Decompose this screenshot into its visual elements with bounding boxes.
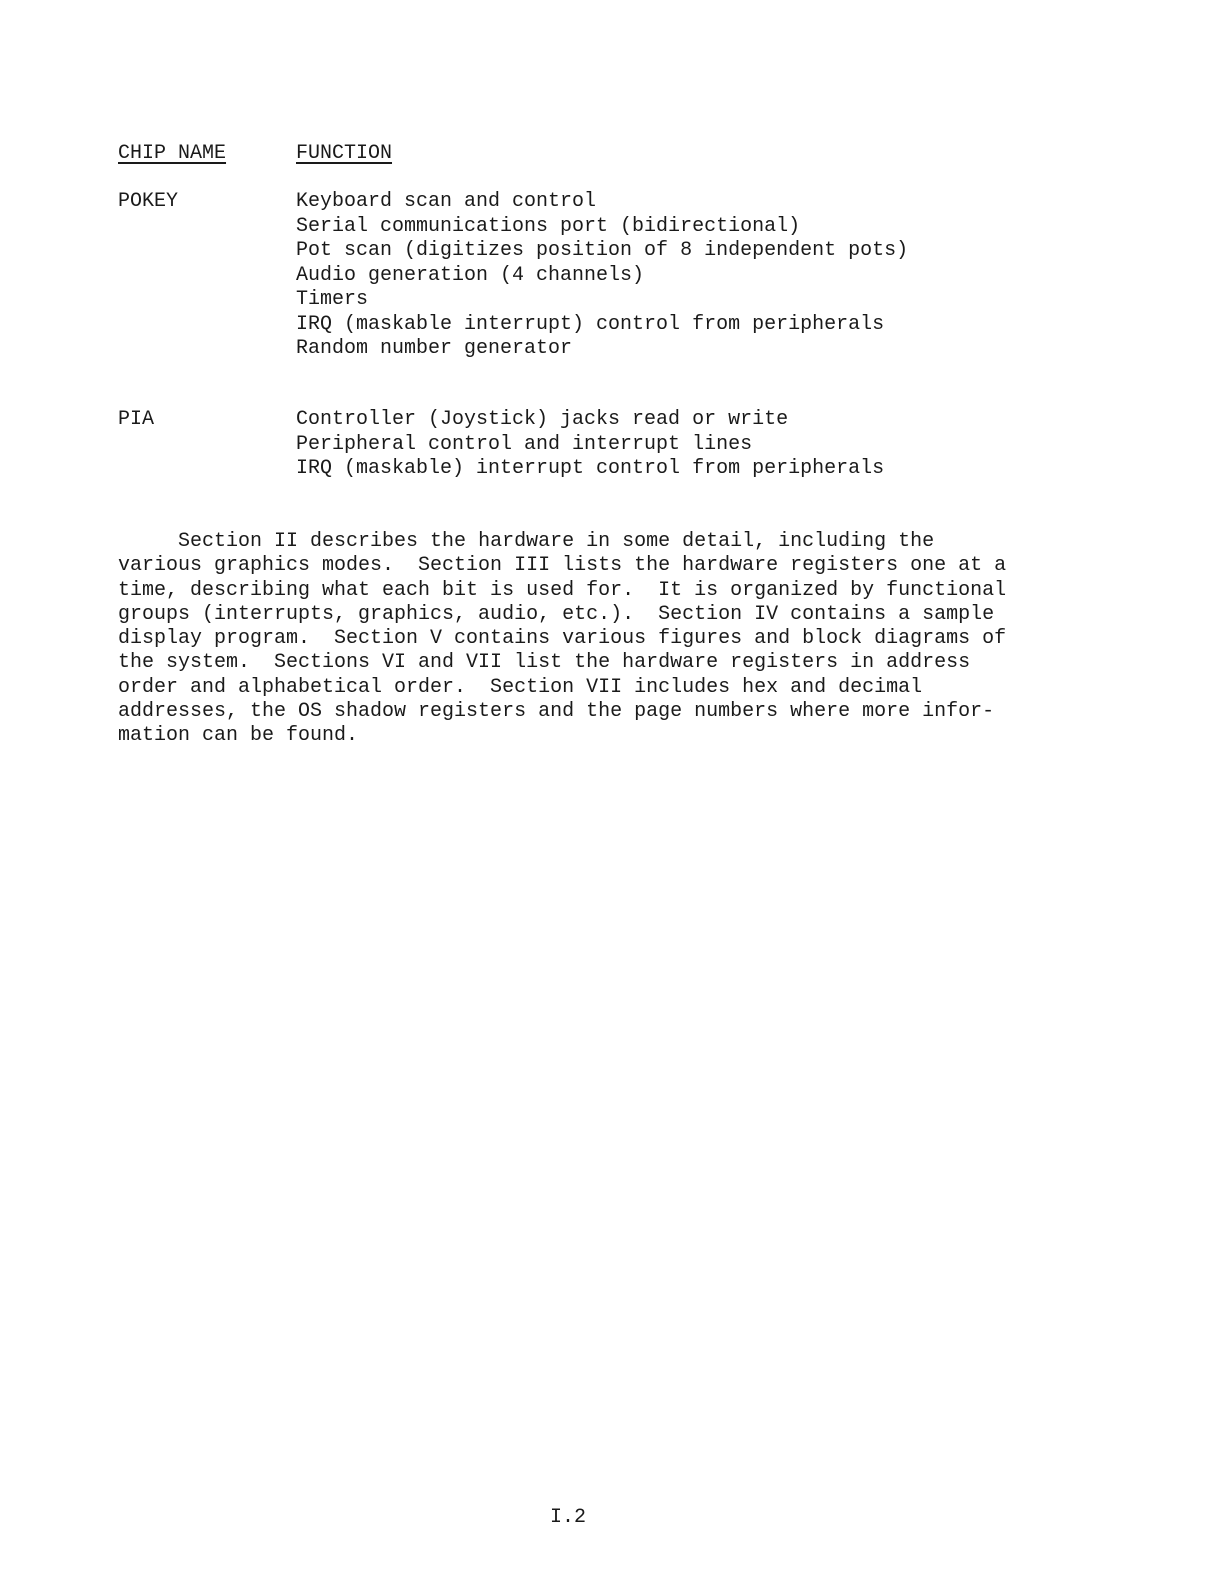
function-item: Keyboard scan and control	[296, 190, 597, 213]
function-header: FUNCTION	[296, 142, 393, 165]
function-list	[296, 408, 884, 482]
table-header	[118, 142, 1018, 168]
paragraph-line: time, describing what each bit is used for. It is organized by functional	[118, 578, 1007, 602]
paragraph-line: order and alphabetical order. Section VII includes hex and decimal	[118, 675, 923, 699]
paragraph-line: addresses, the OS shadow registers and the page numbers where more infor-	[118, 700, 995, 724]
chip-name: PIA	[118, 408, 155, 431]
function-item: Random number generator	[296, 337, 573, 360]
function-list	[296, 190, 908, 362]
paragraph-line: mation can be found.	[118, 724, 359, 748]
function-item: Controller (Joystick) jacks read or write	[296, 408, 789, 431]
function-item: Peripheral control and interrupt lines	[296, 432, 753, 456]
function-item: Audio generation (4 channels)	[296, 263, 645, 287]
paragraph-line: Section II describes the hardware in some detail, including the	[118, 530, 935, 553]
body-paragraph	[118, 530, 1018, 749]
chip-name: POKEY	[118, 190, 179, 213]
page-number: I.2	[550, 1506, 587, 1529]
function-item: IRQ (maskable) interrupt control from peripherals	[296, 457, 885, 480]
function-item: Timers	[296, 288, 369, 311]
paragraph-line: the system. Sections VI and VII list the hardware registers in address	[118, 651, 971, 675]
function-item: Serial communications port (bidirectional)	[296, 214, 801, 238]
chip-name-header: CHIP NAME	[118, 142, 227, 165]
paragraph-line: display program. Section V contains various figures and block diagrams of	[118, 627, 1007, 651]
paragraph-line: various graphics modes. Section III lists the hardware registers one at a	[118, 554, 1007, 578]
function-item: Pot scan (digitizes position of 8 independent pots)	[296, 239, 909, 262]
function-item: IRQ (maskable interrupt) control from peripherals	[296, 312, 885, 336]
paragraph-line: groups (interrupts, graphics, audio, etc.). Section IV contains a sample	[118, 602, 995, 626]
